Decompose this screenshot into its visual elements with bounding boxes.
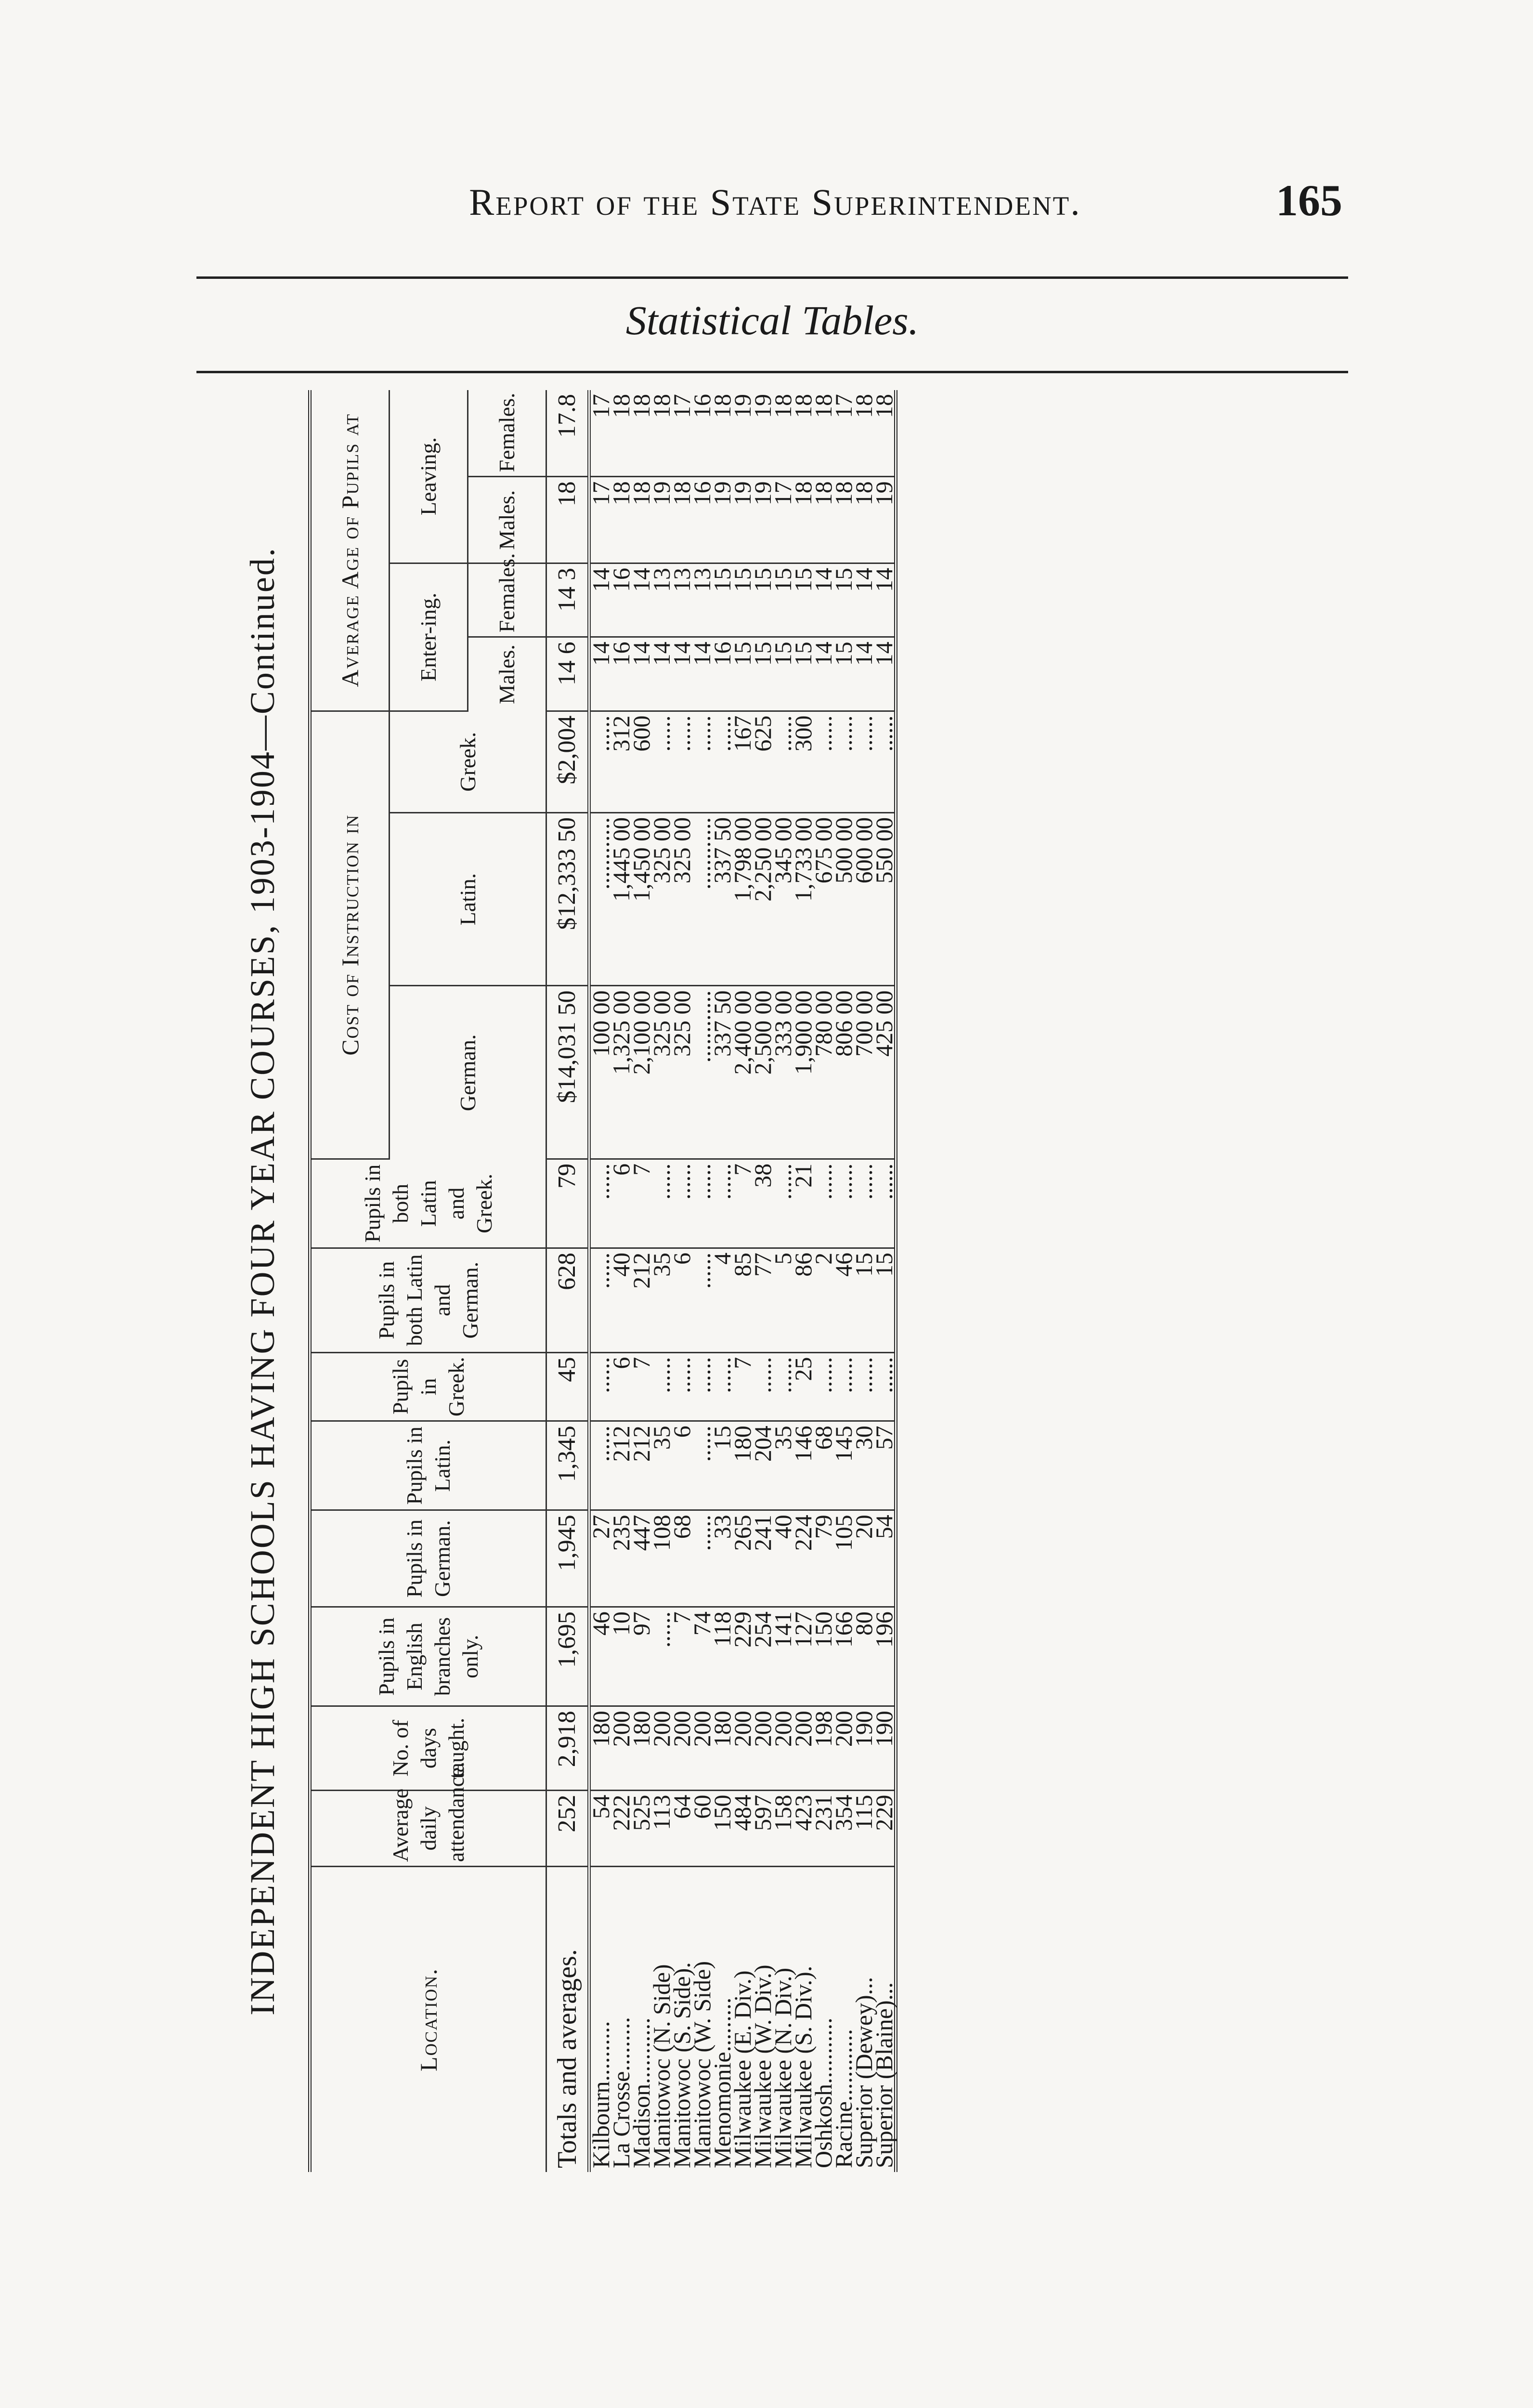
value-cell: $12,333 50 [546, 813, 589, 986]
value-cell: 15 [732, 637, 753, 711]
section-subtitle: Statistical Tables. [625, 297, 919, 343]
value-cell: 337 50 [712, 986, 732, 1159]
value-cell: 337 50 [712, 813, 732, 986]
value-cell: 19 [874, 477, 896, 563]
value-cell: ...... [854, 711, 874, 812]
value-cell: 57 [874, 1421, 896, 1510]
header-row-group [310, 390, 390, 2172]
location-cell: Superior (Blaine)... [870, 1982, 897, 2168]
value-cell: ...... [773, 1159, 793, 1248]
location-cell: Superior (Dewey)... [850, 1976, 877, 2168]
value-cell: ...... [874, 711, 896, 812]
value-cell: 700 00 [854, 986, 874, 1159]
value-cell: 30 [854, 1421, 874, 1510]
value-cell: 68 [813, 1421, 833, 1510]
value-cell: 18 [712, 390, 732, 477]
value-cell: 14 [854, 637, 874, 711]
value-cell: 1,945 [546, 1510, 589, 1607]
value-cell: 235 [611, 1510, 631, 1607]
value-cell: 17 [589, 390, 611, 477]
location-cell: Madison........... [628, 2017, 655, 2168]
col-cost-latin: Latin. [390, 813, 546, 986]
value-cell: 14 [854, 563, 874, 637]
value-cell: 675 00 [813, 813, 833, 986]
value-cell: 16 [611, 637, 631, 711]
value-cell: 354 [833, 1790, 854, 1867]
value-cell: 13 [692, 563, 712, 637]
value-cell: 18 [854, 477, 874, 563]
value-cell: ...... [833, 711, 854, 812]
value-cell: 200 [611, 1706, 631, 1790]
value-cell: 18 [651, 390, 672, 477]
value-cell: 35 [651, 1421, 672, 1510]
value-cell: 16 [692, 477, 712, 563]
value-cell: ...... [753, 1352, 773, 1421]
value-cell: 46 [833, 1248, 854, 1352]
value-cell: 45 [546, 1352, 589, 1421]
page-header [0, 176, 1533, 238]
value-cell: 1,900 00 [793, 986, 813, 1159]
col-cost-greek: Greek. [390, 711, 546, 812]
value-cell: ...... [672, 1159, 692, 1248]
value-cell: 15 [732, 563, 753, 637]
value-cell: 254 [753, 1607, 773, 1706]
value-cell: ...... [672, 1352, 692, 1421]
header-rule [196, 276, 1348, 279]
value-cell: 15 [793, 563, 813, 637]
value-cell: 18 [611, 477, 631, 563]
value-cell: 198 [813, 1706, 833, 1790]
value-cell: 68 [672, 1510, 692, 1607]
value-cell: 18 [631, 477, 651, 563]
value-cell: 13 [672, 563, 692, 637]
value-cell: ...... [813, 1352, 833, 1421]
value-cell: ............ [589, 813, 611, 986]
value-cell: 64 [672, 1790, 692, 1867]
statistics-table [308, 390, 897, 2172]
value-cell: ...... [712, 711, 732, 812]
value-cell: 447 [631, 1510, 651, 1607]
value-cell: 14 [813, 637, 833, 711]
value-cell: 15 [773, 563, 793, 637]
value-cell: 18 [793, 477, 813, 563]
value-cell: 14 [589, 637, 611, 711]
value-cell: ...... [589, 1248, 611, 1352]
value-cell: 600 00 [854, 813, 874, 986]
col-latin-greek: Pupils in both Latin and Greek. [310, 1159, 546, 1248]
group-cost: Cost of Instruction in [310, 711, 390, 1159]
group-entering: Enter-ing. [390, 563, 468, 711]
value-cell: 19 [712, 477, 732, 563]
value-cell: 77 [753, 1248, 773, 1352]
value-cell: ...... [833, 1352, 854, 1421]
value-cell: 200 [833, 1706, 854, 1790]
location-cell: Kilbourn.......... [587, 2021, 614, 2168]
col-leave-females: Females. [468, 390, 546, 477]
value-cell: ...... [692, 1248, 712, 1352]
col-days-taught: No. of days taught. [310, 1706, 546, 1790]
location-cell: La Crosse......... [608, 2017, 635, 2168]
location-cell: Manitowoc (W. Side) [689, 1961, 715, 2168]
value-cell: 2,100 00 [631, 986, 651, 1159]
value-cell: 97 [631, 1607, 651, 1706]
value-cell: 15 [712, 563, 732, 637]
table-wrapper [226, 390, 1358, 2172]
value-cell: 85 [732, 1248, 753, 1352]
value-cell: 17 [773, 477, 793, 563]
value-cell: ...... [692, 1421, 712, 1510]
col-avg-attendance: Average daily attendance. [310, 1790, 546, 1867]
value-cell: 1,798 00 [732, 813, 753, 986]
table-row [874, 390, 896, 2172]
value-cell: 15 [753, 563, 773, 637]
col-english-only: Pupils in English branches only. [310, 1607, 546, 1706]
value-cell: ...... [712, 1159, 732, 1248]
value-cell: 14 [692, 637, 712, 711]
value-cell: 190 [874, 1706, 896, 1790]
value-cell: 224 [793, 1510, 813, 1607]
value-cell: 1,325 00 [611, 986, 631, 1159]
value-cell: 19 [651, 477, 672, 563]
value-cell: 60 [692, 1790, 712, 1867]
location-cell: Milwaukee (W. Div.) [749, 1964, 776, 2168]
value-cell: 18 [874, 390, 896, 477]
value-cell: ...... [773, 711, 793, 812]
value-cell: 21 [793, 1159, 813, 1248]
value-cell: 18 [611, 390, 631, 477]
col-latin: Pupils in Latin. [310, 1421, 546, 1510]
table-title: INDEPENDENT HIGH SCHOOLS HAVING FOUR YEAR COURSES, 1903-1904—Continued. [243, 547, 282, 2015]
rotated-table-area [226, 390, 1358, 2172]
value-cell: $14,031 50 [546, 986, 589, 1159]
value-cell: ...... [692, 1159, 712, 1248]
subtitle-rule [196, 371, 1348, 373]
value-cell: ...... [813, 1159, 833, 1248]
value-cell: ...... [692, 1352, 712, 1421]
value-cell: 2,400 00 [732, 986, 753, 1159]
value-cell: 19 [753, 477, 773, 563]
col-enter-males: Males. [468, 637, 546, 711]
value-cell: 200 [651, 1706, 672, 1790]
value-cell: 18 [631, 390, 651, 477]
value-cell: 15 [753, 637, 773, 711]
value-cell: 252 [546, 1790, 589, 1867]
value-cell: 2 [813, 1248, 833, 1352]
value-cell: 16 [712, 637, 732, 711]
value-cell: 17 [833, 390, 854, 477]
col-greek: Pupils in Greek. [310, 1352, 546, 1421]
location-cell: Manitowoc (N. Side) [648, 1964, 675, 2168]
value-cell: 15 [854, 1248, 874, 1352]
value-cell: ...... [651, 1607, 672, 1706]
value-cell: 600 [631, 711, 651, 812]
value-cell: 1,345 [546, 1421, 589, 1510]
value-cell: 200 [793, 1706, 813, 1790]
value-cell: 145 [833, 1421, 854, 1510]
value-cell: ...... [651, 1352, 672, 1421]
value-cell: 74 [692, 1607, 712, 1706]
value-cell: 7 [631, 1159, 651, 1248]
value-cell: ...... [692, 1510, 712, 1607]
value-cell: ...... [712, 1352, 732, 1421]
value-cell: 780 00 [813, 986, 833, 1159]
value-cell: 14 6 [546, 637, 589, 711]
value-cell: 14 [874, 563, 896, 637]
running-title: Report of the State Superintendent. [469, 181, 1081, 223]
value-cell: 14 [651, 637, 672, 711]
value-cell: ...... [773, 1352, 793, 1421]
value-cell: 325 00 [651, 986, 672, 1159]
value-cell: 40 [773, 1510, 793, 1607]
value-cell: ...... [651, 711, 672, 812]
value-cell: 5 [773, 1248, 793, 1352]
value-cell: 166 [833, 1607, 854, 1706]
col-cost-german: German. [390, 986, 546, 1159]
value-cell: 222 [611, 1790, 631, 1867]
value-cell: 550 00 [874, 813, 896, 986]
location-cell: Racine............ [830, 2029, 857, 2168]
value-cell: 18 [546, 477, 589, 563]
location-cell: Milwaukee (E. Div.) [729, 1970, 756, 2168]
value-cell: 15 [874, 1248, 896, 1352]
value-cell: 1,733 00 [793, 813, 813, 986]
value-cell: 212 [631, 1421, 651, 1510]
value-cell: 6 [672, 1248, 692, 1352]
value-cell: ...... [589, 1352, 611, 1421]
value-cell: 15 [833, 563, 854, 637]
value-cell: 18 [833, 477, 854, 563]
value-cell: 80 [854, 1607, 874, 1706]
value-cell: 20 [854, 1510, 874, 1607]
value-cell: 16 [692, 390, 712, 477]
value-cell: 180 [712, 1706, 732, 1790]
value-cell: 6 [611, 1352, 631, 1421]
value-cell: 325 00 [672, 986, 692, 1159]
col-enter-females: Females. [468, 563, 546, 637]
value-cell: 7 [631, 1352, 651, 1421]
value-cell: 33 [712, 1510, 732, 1607]
value-cell: ...... [854, 1352, 874, 1421]
value-cell: 15 [712, 1421, 732, 1510]
location-cell: Oshkosh........... [810, 2017, 837, 2168]
value-cell: 18 [773, 390, 793, 477]
group-age: Average Age of Pupils at [310, 390, 390, 711]
value-cell: 423 [793, 1790, 813, 1867]
value-cell: 231 [813, 1790, 833, 1867]
value-cell: ...... [692, 711, 712, 812]
value-cell: 158 [773, 1790, 793, 1867]
value-cell: 200 [773, 1706, 793, 1790]
value-cell: 16 [611, 563, 631, 637]
value-cell: 7 [672, 1607, 692, 1706]
value-cell: 141 [773, 1607, 793, 1706]
value-cell: $2,004 [546, 711, 589, 812]
value-cell: 19 [732, 390, 753, 477]
value-cell: 200 [672, 1706, 692, 1790]
value-cell: 4 [712, 1248, 732, 1352]
value-cell: 345 00 [773, 813, 793, 986]
value-cell: 108 [651, 1510, 672, 1607]
value-cell: 79 [546, 1159, 589, 1248]
value-cell: 14 [631, 637, 651, 711]
value-cell: ...... [874, 1352, 896, 1421]
value-cell: 500 00 [833, 813, 854, 986]
value-cell: 1,450 00 [631, 813, 651, 986]
value-cell: 2,250 00 [753, 813, 773, 986]
value-cell: ...... [874, 1159, 896, 1248]
value-cell: 15 [793, 637, 813, 711]
value-cell: 628 [546, 1248, 589, 1352]
value-cell: 17.8 [546, 390, 589, 477]
value-cell: 150 [712, 1790, 732, 1867]
value-cell: 597 [753, 1790, 773, 1867]
value-cell: 18 [793, 390, 813, 477]
value-cell: 200 [753, 1706, 773, 1790]
value-cell: 14 [589, 563, 611, 637]
location-cell: Totals and averages. [546, 1867, 589, 2172]
value-cell: 229 [874, 1790, 896, 1867]
value-cell: ...... [589, 1421, 611, 1510]
value-cell: 13 [651, 563, 672, 637]
value-cell: 100 00 [589, 986, 611, 1159]
value-cell: 180 [631, 1706, 651, 1790]
value-cell: 35 [651, 1248, 672, 1352]
value-cell: 196 [874, 1607, 896, 1706]
value-cell: 190 [854, 1706, 874, 1790]
value-cell: 1,445 00 [611, 813, 631, 986]
value-cell: 2,500 00 [753, 986, 773, 1159]
value-cell: 19 [732, 477, 753, 563]
value-cell: 18 [813, 390, 833, 477]
value-cell: 38 [753, 1159, 773, 1248]
value-cell: 25 [793, 1352, 813, 1421]
value-cell: 17 [589, 477, 611, 563]
page-number: 165 [1276, 176, 1342, 225]
col-leave-males: Males. [468, 477, 546, 563]
value-cell: 312 [611, 711, 631, 812]
value-cell: 180 [732, 1421, 753, 1510]
value-cell: 79 [813, 1510, 833, 1607]
value-cell: 14 [631, 563, 651, 637]
value-cell: 484 [732, 1790, 753, 1867]
value-cell: 625 [753, 711, 773, 812]
value-cell: 127 [793, 1607, 813, 1706]
value-cell: ...... [651, 1159, 672, 1248]
value-cell: 229 [732, 1607, 753, 1706]
value-cell: 10 [611, 1607, 631, 1706]
value-cell: 806 00 [833, 986, 854, 1159]
value-cell: 212 [631, 1248, 651, 1352]
value-cell: 6 [672, 1421, 692, 1510]
value-cell: 265 [732, 1510, 753, 1607]
value-cell: ...... [672, 711, 692, 812]
value-cell: 14 [874, 637, 896, 711]
value-cell: 14 [813, 563, 833, 637]
value-cell: ...... [833, 1159, 854, 1248]
value-cell: 14 3 [546, 563, 589, 637]
value-cell: 333 00 [773, 986, 793, 1159]
value-cell: 204 [753, 1421, 773, 1510]
value-cell: 7 [732, 1352, 753, 1421]
value-cell: 113 [651, 1790, 672, 1867]
value-cell: 2,918 [546, 1706, 589, 1790]
location-cell: Menomonie......... [709, 1997, 736, 2168]
group-leaving: Leaving. [390, 390, 468, 563]
value-cell: 18 [813, 477, 833, 563]
value-cell: 18 [672, 477, 692, 563]
value-cell: 150 [813, 1607, 833, 1706]
value-cell: 118 [712, 1607, 732, 1706]
value-cell: 6 [611, 1159, 631, 1248]
value-cell: 425 00 [874, 986, 896, 1159]
value-cell: 14 [672, 637, 692, 711]
value-cell: ...... [589, 711, 611, 812]
totals-row [546, 390, 589, 2172]
value-cell: 54 [589, 1790, 611, 1867]
value-cell: 18 [854, 390, 874, 477]
value-cell: ............ [692, 813, 712, 986]
value-cell: 180 [589, 1706, 611, 1790]
value-cell: 300 [793, 711, 813, 812]
location-cell: Milwaukee (S. Div.). [790, 1965, 817, 2168]
value-cell: 15 [833, 637, 854, 711]
value-cell: 212 [611, 1421, 631, 1510]
value-cell: 200 [732, 1706, 753, 1790]
value-cell: 325 00 [651, 813, 672, 986]
col-german: Pupils in German. [310, 1510, 546, 1607]
table-body [546, 390, 896, 2172]
col-latin-german: Pupils in both Latin and German. [310, 1248, 546, 1352]
value-cell: ............ [692, 986, 712, 1159]
value-cell: 325 00 [672, 813, 692, 986]
value-cell: 35 [773, 1421, 793, 1510]
value-cell: 15 [773, 637, 793, 711]
value-cell: 54 [874, 1510, 896, 1607]
location-cell: Milwaukee (N. Div.) [769, 1967, 796, 2168]
value-cell: 7 [732, 1159, 753, 1248]
value-cell: 167 [732, 711, 753, 812]
location-cell: Manitowoc (S. Side). [668, 1962, 695, 2168]
value-cell: 19 [753, 390, 773, 477]
value-cell: 525 [631, 1790, 651, 1867]
value-cell: ...... [813, 711, 833, 812]
value-cell: ...... [854, 1159, 874, 1248]
value-cell: 200 [692, 1706, 712, 1790]
value-cell: 86 [793, 1248, 813, 1352]
value-cell: 46 [589, 1607, 611, 1706]
value-cell: 241 [753, 1510, 773, 1607]
value-cell: 17 [672, 390, 692, 477]
value-cell: 1,695 [546, 1607, 589, 1706]
col-location: Location. [310, 1867, 546, 2172]
value-cell: ...... [589, 1159, 611, 1248]
value-cell: 27 [589, 1510, 611, 1607]
value-cell: 40 [611, 1248, 631, 1352]
value-cell: 146 [793, 1421, 813, 1510]
value-cell: 105 [833, 1510, 854, 1607]
value-cell: 115 [854, 1790, 874, 1867]
